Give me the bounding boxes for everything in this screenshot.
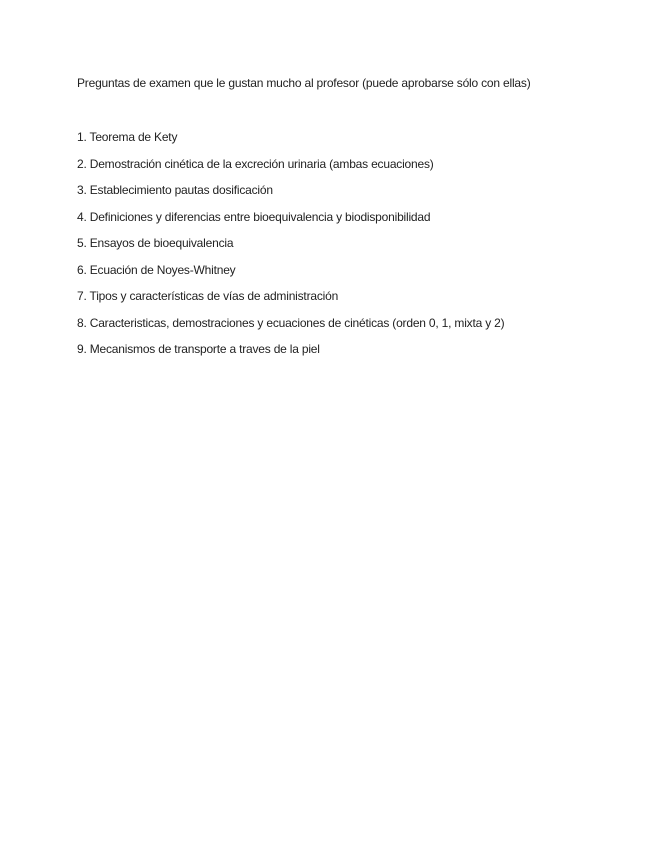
list-item: 8. Caracteristicas, demostraciones y ecuaciones de cinéticas (orden 0, 1, mixta y 2)	[77, 315, 505, 330]
list-item: 9. Mecanismos de transporte a traves de la piel	[77, 342, 320, 356]
list-item: 6. Ecuación de Noyes-Whitney	[77, 262, 236, 277]
list-item: 5. Ensayos de bioequivalencia	[77, 236, 234, 250]
list-item: 4. Definiciones y diferencias entre bioequivalencia y biodisponibilidad	[77, 209, 431, 224]
list-item: 2. Demostración cinética de la excreción urinaria (ambas ecuaciones)	[77, 156, 434, 171]
question-list	[77, 129, 504, 368]
list-item: 1. Teorema de Kety	[77, 130, 178, 144]
list-item: 3. Establecimiento pautas dosificación	[77, 183, 273, 197]
document-heading: Preguntas de examen que le gustan mucho al profesor (puede aprobarse sólo con ellas)	[77, 76, 531, 90]
list-item: 7. Tipos y características de vías de administración	[77, 289, 339, 303]
